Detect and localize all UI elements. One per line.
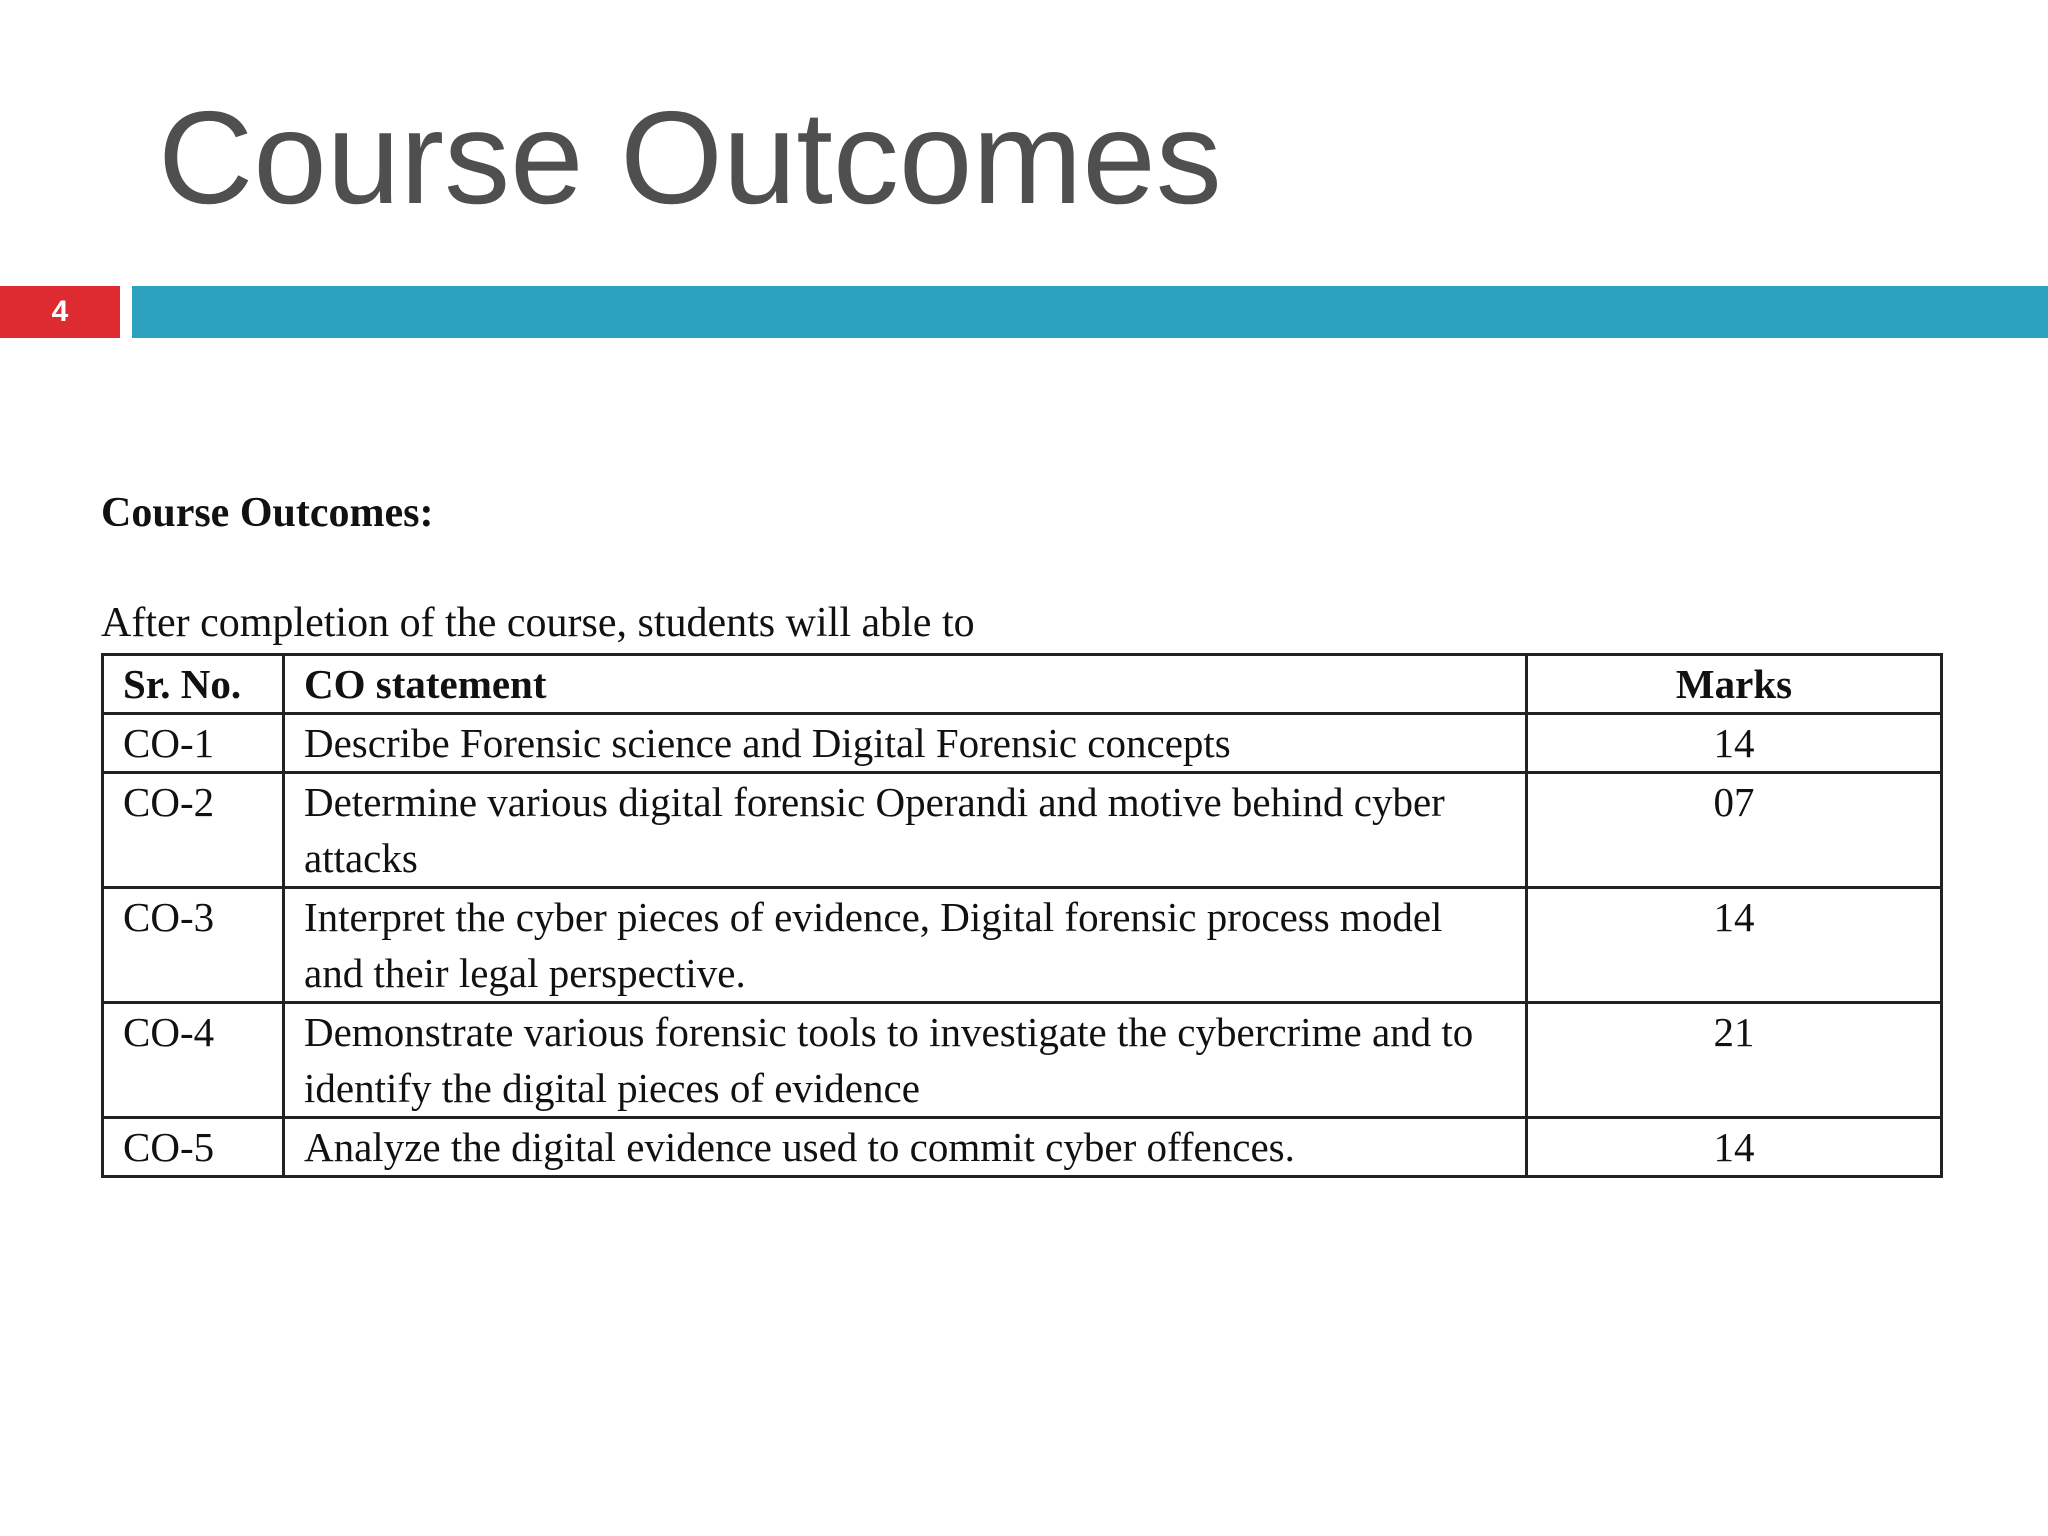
table-row [103, 888, 1942, 1003]
table-header-row [103, 655, 1942, 714]
cell-sr-no: CO-2 [103, 773, 284, 888]
header-sr-no: Sr. No. [103, 655, 284, 714]
slide-number-bar [0, 286, 120, 338]
accent-bar [132, 286, 2048, 338]
table-row [103, 773, 1942, 888]
cell-marks: 14 [1527, 1118, 1942, 1177]
slide-number: 4 [51, 295, 69, 328]
table-row [103, 714, 1942, 773]
cell-marks: 14 [1527, 714, 1942, 773]
header-co-statement: CO statement [284, 655, 1527, 714]
cell-co-statement: Analyze the digital evidence used to commit cyber offences. [284, 1118, 1527, 1177]
cell-sr-no: CO-3 [103, 888, 284, 1003]
course-outcomes-table [101, 653, 1943, 1178]
cell-co-statement: Describe Forensic science and Digital Forensic concepts [284, 714, 1527, 773]
cell-co-statement: Demonstrate various forensic tools to investigate the cybercrime and to identify the digital pieces of evidence [284, 1003, 1527, 1118]
cell-marks: 21 [1527, 1003, 1942, 1118]
cell-marks: 07 [1527, 773, 1942, 888]
cell-co-statement: Interpret the cyber pieces of evidence, Digital forensic process model and their legal perspective. [284, 888, 1527, 1003]
slide-title: Course Outcomes [158, 84, 1222, 231]
cell-co-statement: Determine various digital forensic Operandi and motive behind cyber attacks [284, 773, 1527, 888]
cell-sr-no: CO-4 [103, 1003, 284, 1118]
table-row [103, 1118, 1942, 1177]
cell-marks: 14 [1527, 888, 1942, 1003]
header-marks: Marks [1527, 655, 1942, 714]
cell-sr-no: CO-5 [103, 1118, 284, 1177]
cell-sr-no: CO-1 [103, 714, 284, 773]
intro-text: After completion of the course, students will able to [101, 600, 975, 646]
table-row [103, 1003, 1942, 1118]
section-heading: Course Outcomes: [101, 490, 434, 536]
